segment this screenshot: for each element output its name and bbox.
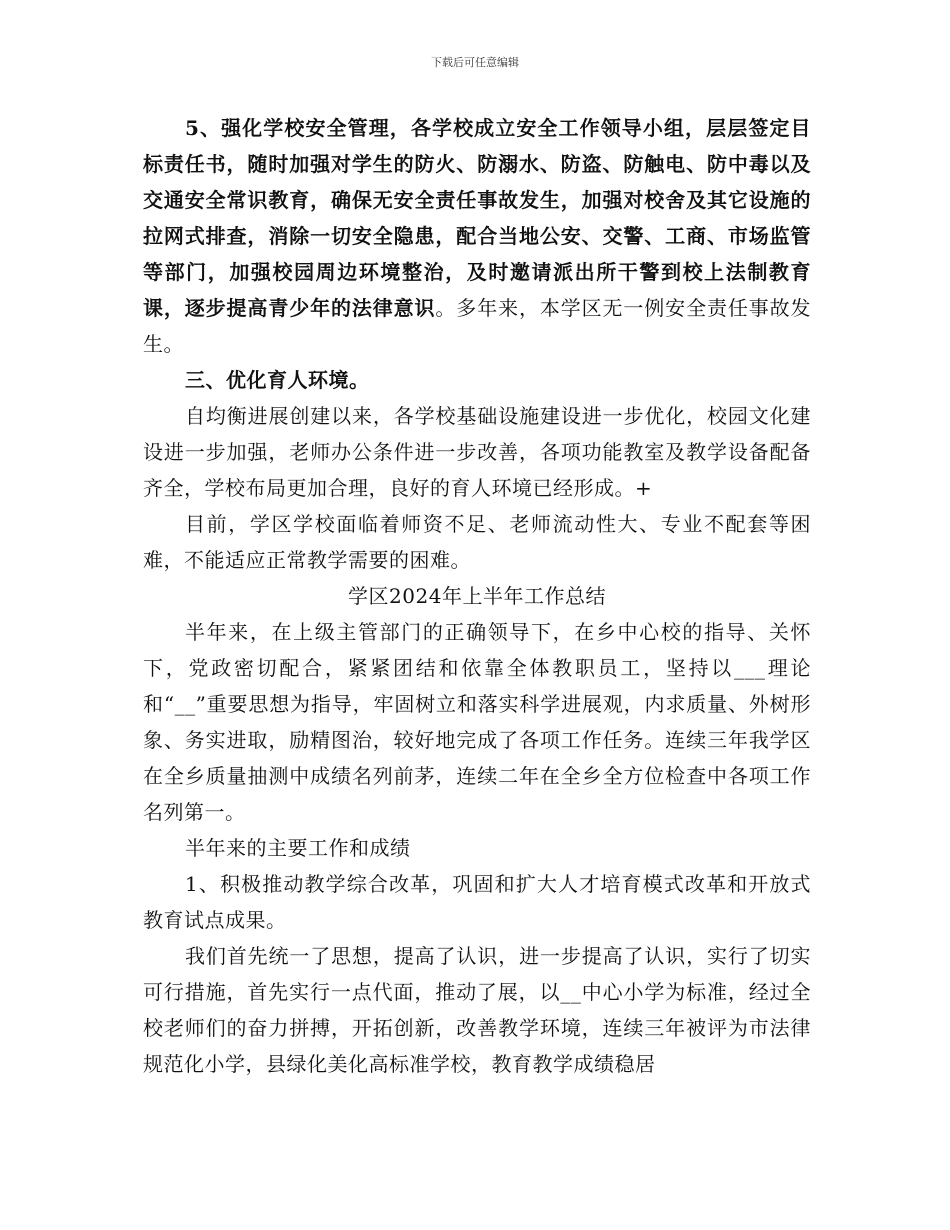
- paragraph-safety-management: [143, 110, 811, 362]
- section-heading-environment: 三、优化育人环境。: [185, 368, 370, 392]
- paragraph-reform: 1、积极推动教学综合改革，巩固和扩大人才培育模式改革和开放式教育试点成果。: [143, 872, 811, 932]
- paragraph-safety-bold-text: 5、强化学校安全管理，各学校成立安全工作领导小组，层层签定目标责任书，随时加强对学生的防火、防溺水、防盗、防触电、防中毒以及交通安全常识教育，确保无安全责任事故发生，加强对校舍及其它设施的拉网式排查，消除一切安全隐患，配合当地公安、交警、工商、市场监管等部门，加强校园周边环境整治，及时邀请派出所干警到校上法制教育课，逐步提高青少年的法律意识: [143, 116, 811, 320]
- paragraph-main-work-heading: 半年来的主要工作和成绩: [185, 836, 411, 860]
- paragraph-difficulties: 目前，学区学校面临着师资不足、老师流动性大、专业不配套等困难，不能适应正常教学需要的困难。: [143, 512, 811, 572]
- page-header: 下载后可任意编辑: [431, 56, 519, 69]
- document-title: 学区2024年上半年工作总结: [348, 584, 606, 608]
- paragraph-half-year-intro: 半年来，在上级主管部门的正确领导下，在乡中心校的指导、关怀下，党政密切配合，紧紧团结和依靠全体教职员工，坚持以___理论和“__”重要思想为指导，牢固树立和落实科学进展观，内求质量、外树形象、务实进取，励精图治，较好地完成了各项工作任务。连续三年我学区在全乡质量抽测中成绩名列前茅，连续二年在全乡全方位检查中各项工作名列第一。: [143, 620, 811, 824]
- paragraph-safety-normal-text: 。多年来，本学区无一例安全责任事故发生。: [143, 296, 812, 356]
- document-body: [143, 110, 811, 1082]
- paragraph-environment: 自均衡进展创建以来，各学校基础设施建设进一步优化，校园文化建设进一步加强，老师办公条件进一步改善，各项功能教室及教学设备配备齐全，学校布局更加合理，良好的育人环境已经形成。+: [143, 404, 811, 500]
- paragraph-measures: 我们首先统一了思想，提高了认识，进一步提高了认识，实行了切实可行措施，首先实行一点代面，推动了展，以__中心小学为标准，经过全校老师们的奋力拼搏，开拓创新，改善教学环境，连续三年被评为市法律规范化小学，县绿化美化高标准学校，教育教学成绩稳居: [143, 944, 811, 1076]
